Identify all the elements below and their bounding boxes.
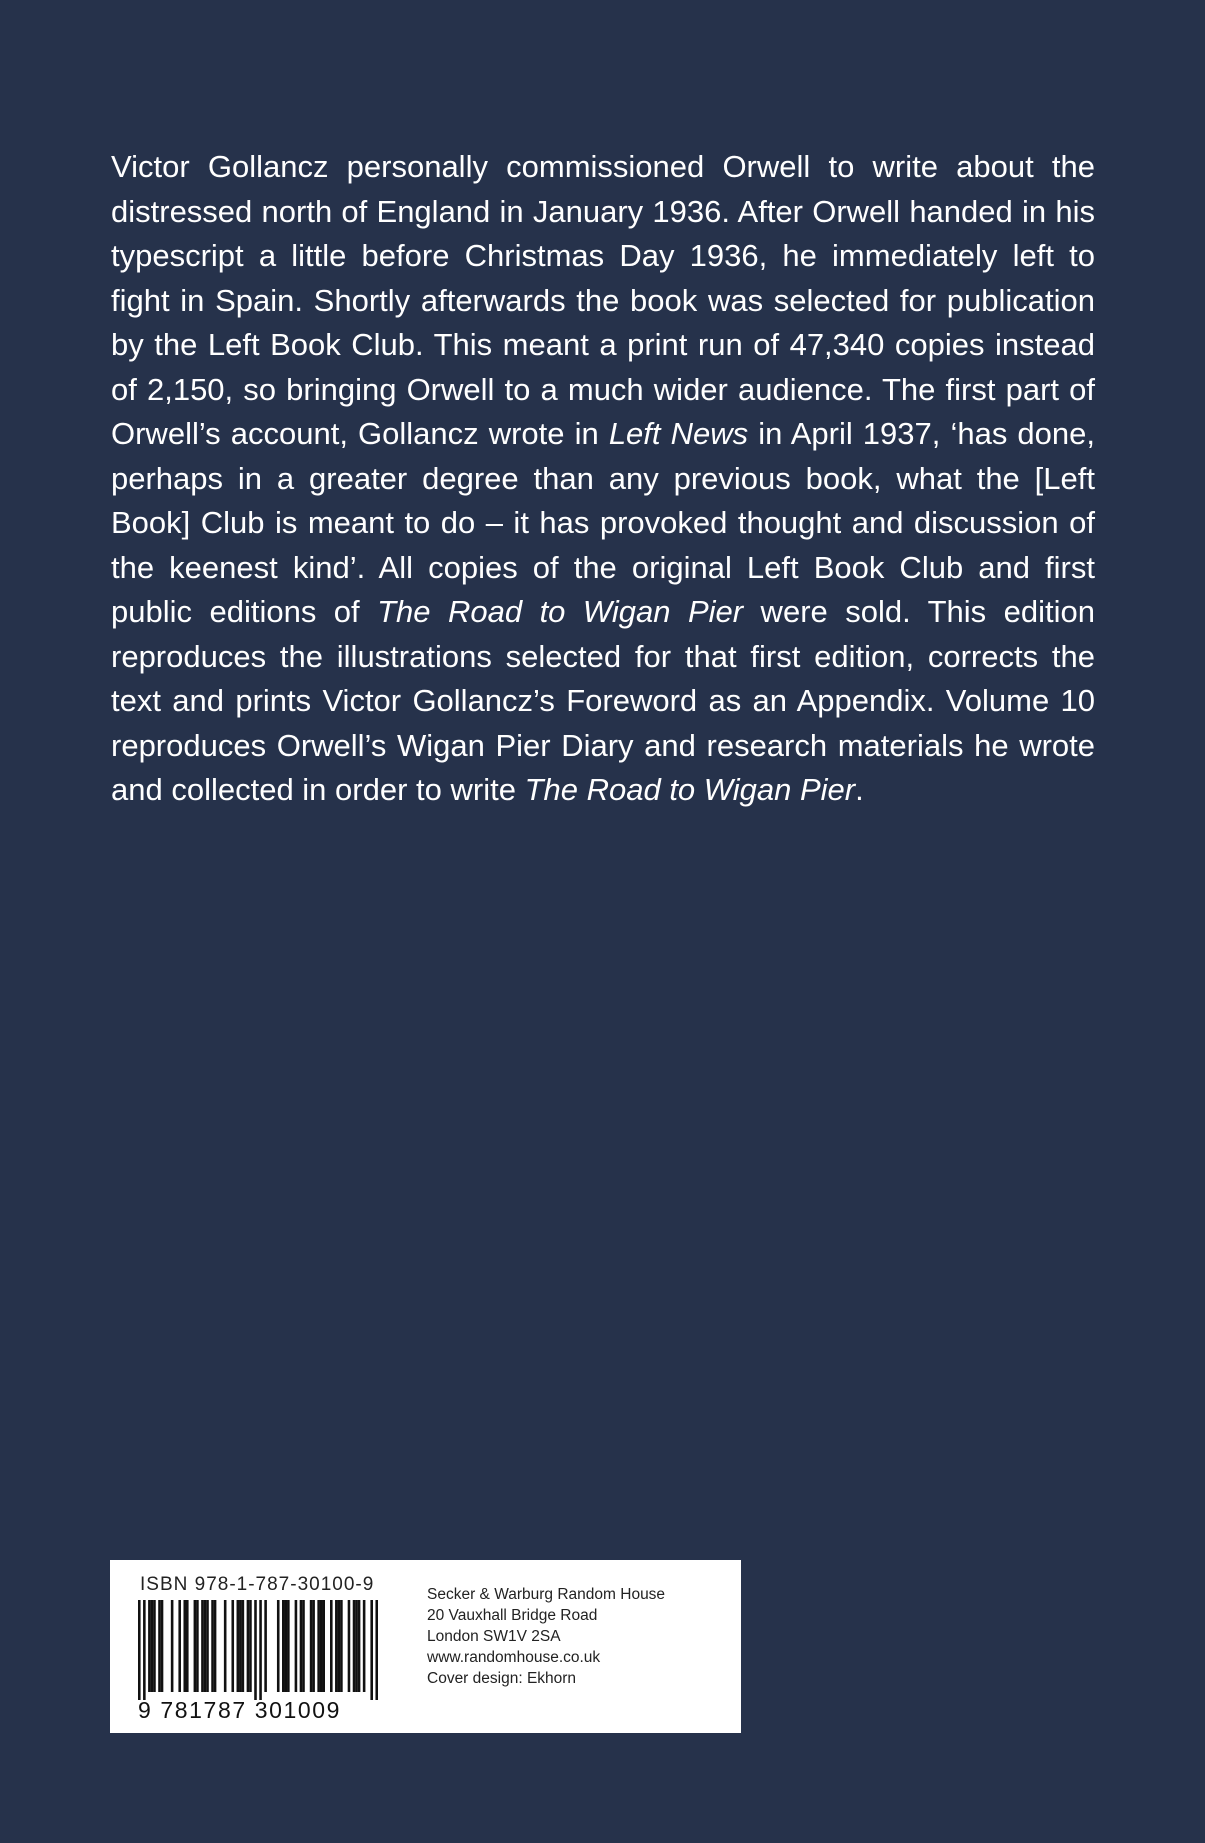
publisher-website: www.randomhouse.co.uk: [427, 1649, 601, 1666]
barcode-bar: [153, 1600, 156, 1692]
barcode-bar: [295, 1600, 298, 1692]
barcode-bar: [249, 1600, 252, 1692]
barcode-bar: [242, 1600, 245, 1692]
blurb-title-road-to-wigan-pier: The Road to Wigan Pier: [377, 594, 744, 629]
barcode-bar: [282, 1600, 285, 1692]
barcode-bar: [259, 1600, 262, 1700]
address-line-2: London SW1V 2SA: [427, 1628, 561, 1645]
barcode-bar: [355, 1600, 358, 1692]
barcode-bar: [330, 1600, 333, 1692]
blurb-part-3: were sold. This edition reproduces the illustrations selected for that first edition, corrects the text and prints Victor Gollancz’s Foreword as an Appendix. Volume 10 reproduces Orwell’s Wigan Pier Diary and research materials he wrote and collected in order to write: [111, 594, 1095, 807]
barcode-bar: [322, 1600, 325, 1692]
barcode-bar: [151, 1600, 154, 1692]
barcode-bar: [247, 1600, 250, 1692]
barcode-bar: [254, 1600, 257, 1700]
barcode-bar: [353, 1600, 356, 1692]
barcode-bar: [196, 1600, 199, 1692]
imprint-block: [427, 1584, 665, 1689]
barcode-bar: [158, 1600, 161, 1692]
barcode-bar: [239, 1600, 242, 1692]
barcode-bar: [231, 1600, 234, 1692]
barcode-panel: [110, 1560, 741, 1733]
barcode-bar: [358, 1600, 361, 1692]
barcode-bar: [204, 1600, 207, 1692]
barcode-bar: [186, 1600, 189, 1692]
barcode-bar: [183, 1600, 186, 1692]
barcode-bar: [148, 1600, 151, 1692]
barcode-bar: [317, 1600, 320, 1692]
address-line-1: 20 Vauxhall Bridge Road: [427, 1607, 598, 1624]
barcode-bar: [375, 1600, 378, 1700]
barcode-bar: [214, 1600, 217, 1692]
barcode-bar: [171, 1600, 174, 1692]
barcode-bar: [201, 1600, 204, 1692]
barcode-bar: [300, 1600, 303, 1692]
barcode-bar: [285, 1600, 288, 1692]
blurb-part-1: Victor Gollancz personally commissioned Orwell to write about the distressed north of England in January 1936. After Orwell handed in his typescript a little before Christmas Day 1936, he immediately left to fight in Spain. Shortly afterwards the book was selected for publication by the Left Book Club. This meant a print run of 47,340 copies instead of 2,150, so bringing Orwell to a much wider audience. The first part of Orwell’s account, Gollancz wrote in: [111, 149, 1095, 451]
barcode-bar: [348, 1600, 351, 1692]
barcode-bar: [335, 1600, 338, 1692]
cover-design-credit: Cover design: Ekhorn: [427, 1670, 577, 1687]
barcode-bar: [370, 1600, 373, 1700]
barcode-bar: [340, 1600, 343, 1692]
barcode-bar: [312, 1600, 315, 1692]
blurb-part-4: .: [855, 772, 864, 807]
barcode-bar: [264, 1600, 267, 1692]
barcode-bar: [178, 1600, 181, 1692]
barcode-bar: [206, 1600, 209, 1692]
barcode-bar: [138, 1600, 141, 1700]
barcode-bar: [310, 1600, 313, 1692]
barcode-bar: [211, 1600, 214, 1692]
barcode-digits: 9 781787 301009: [138, 1697, 342, 1723]
barcode-bar: [287, 1600, 290, 1692]
barcode-bar: [338, 1600, 341, 1692]
barcode-icon: [138, 1600, 378, 1700]
isbn-label: ISBN 978-1-787-30100-9: [140, 1574, 375, 1595]
barcode-bar: [237, 1600, 240, 1692]
blurb-part-2: in April 1937, ‘has done, perhaps in a greater degree than any previous book, what the [Left Book] Club is meant to do – it has provoked thought and discussion of the keenest kind’. All copies of the original Left Book Club and first public editions of: [111, 416, 1095, 629]
barcode-bar: [302, 1600, 305, 1692]
barcode-bar: [277, 1600, 280, 1692]
barcode-bar: [143, 1600, 146, 1700]
barcode-bar: [161, 1600, 164, 1692]
barcode-bar: [194, 1600, 197, 1692]
barcode-bar: [363, 1600, 366, 1692]
blurb-text: [111, 145, 1095, 813]
blurb-title-road-to-wigan-pier-2: The Road to Wigan Pier: [524, 772, 856, 807]
blurb-title-left-news: Left News: [608, 416, 749, 451]
barcode-bar: [320, 1600, 323, 1692]
publisher-name: Secker & Warburg Random House: [427, 1586, 666, 1603]
barcode-bar: [224, 1600, 227, 1692]
